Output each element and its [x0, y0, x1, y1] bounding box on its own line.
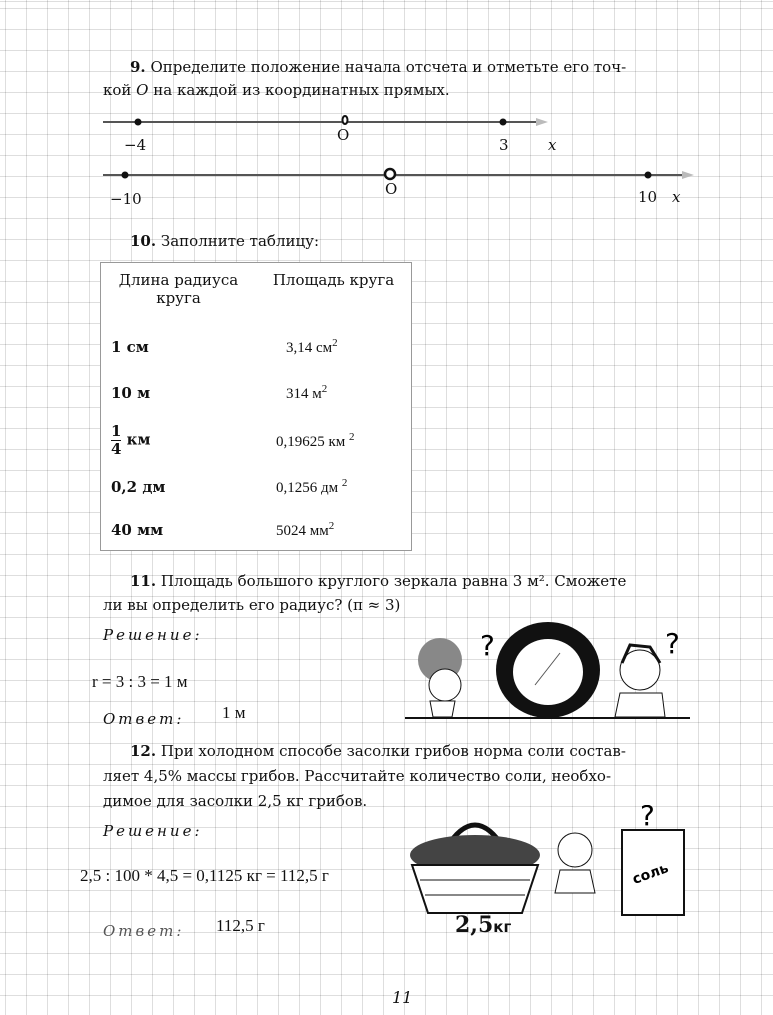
- task12-line2: ляет 4,5% массы грибов. Рассчитайте количество соли, необхо-: [103, 767, 612, 785]
- area-cell: [256, 325, 412, 370]
- text: 4: [111, 440, 122, 458]
- origin-point: [385, 169, 395, 179]
- circle-area-table: [100, 262, 412, 551]
- answer-text: 112,5 г: [216, 916, 265, 935]
- tick-label: −10: [110, 190, 142, 208]
- text: 2: [332, 337, 338, 349]
- arrow-icon: [682, 171, 694, 179]
- text: 5024 мм: [276, 522, 329, 539]
- text: 2: [349, 430, 355, 443]
- text: 0,19625 км: [276, 433, 350, 450]
- arrow-icon: [536, 118, 548, 126]
- point: [135, 119, 142, 126]
- text: 2,5: [455, 912, 494, 938]
- point: [500, 119, 507, 126]
- tick-label: 10: [638, 188, 658, 206]
- text: км: [126, 430, 151, 449]
- table-row: [101, 417, 412, 465]
- header-radius: Длина радиуса круга: [118, 271, 239, 307]
- radius-cell: 1 см: [111, 338, 149, 356]
- task10-heading: [130, 232, 319, 250]
- solution-text: r = 3 : 3 = 1 м: [92, 672, 188, 691]
- answer-label: Ответ:: [103, 922, 185, 940]
- table-row: [101, 465, 412, 510]
- text: 3,14 см: [286, 340, 333, 356]
- coordinate-line-1: [103, 116, 548, 126]
- tick-label: 3: [499, 136, 509, 154]
- tick-label: −4: [124, 136, 147, 154]
- task11-number: 11.: [130, 572, 157, 590]
- area-cell: [256, 370, 412, 417]
- task11-line1: [130, 572, 626, 590]
- task11-line2: ли вы определить его радиус? (π ≈ 3): [103, 596, 401, 614]
- salt-box-label: соль: [630, 860, 671, 888]
- header-area: Площадь круга: [272, 271, 395, 289]
- question-mark-icon: ?: [640, 805, 655, 832]
- radius-cell: 10 м: [111, 384, 151, 402]
- table-header: [101, 263, 412, 325]
- solution-label: Решение:: [103, 822, 203, 840]
- page-number: 11: [392, 988, 413, 1007]
- task12-line1: [130, 742, 626, 760]
- text: 1: [111, 422, 122, 440]
- answer-label: Ответ:: [103, 710, 185, 728]
- text: 2: [321, 383, 328, 395]
- task10-text: Заполните таблицу:: [160, 232, 319, 250]
- area-cell: [256, 510, 412, 551]
- mirror-illustration: [400, 615, 695, 725]
- point: [122, 172, 129, 179]
- text: O: [136, 81, 149, 99]
- point: [645, 172, 652, 179]
- text: кой: [103, 81, 137, 99]
- question-mark-icon: ?: [480, 629, 495, 662]
- solution-label: Решение:: [103, 626, 203, 644]
- answer-text: 1 м: [222, 703, 246, 722]
- text: кг: [493, 918, 512, 936]
- task9-number: 9.: [130, 58, 146, 76]
- text: 2: [341, 477, 348, 489]
- axis-label: x: [548, 136, 557, 154]
- radius-cell: 40 мм: [111, 520, 164, 539]
- task10-number: 10.: [130, 232, 157, 250]
- table-row: [101, 325, 412, 370]
- tick-label: O: [385, 180, 398, 198]
- radius-cell: [101, 417, 257, 465]
- text: При холодном способе засолки грибов норма соли состав-: [160, 742, 626, 760]
- axis-label: x: [672, 188, 681, 206]
- basket-weight-label: [455, 912, 511, 938]
- area-cell: [256, 417, 412, 465]
- task9-text: Определите положение начала отсчета и отметьте его точ-: [150, 58, 627, 76]
- coordinate-line-2: [103, 169, 694, 179]
- table-row: [101, 370, 412, 417]
- question-mark-icon: ?: [665, 627, 680, 660]
- text: 314 м: [286, 386, 322, 402]
- text: Площадь большого круглого зеркала равна 3 м². Сможете: [160, 572, 627, 590]
- mushroom-basket-illustration: [400, 805, 695, 920]
- area-cell: [256, 465, 412, 510]
- text: 2: [328, 519, 335, 532]
- text: 0,1256 дм: [276, 480, 342, 496]
- solution-text: 2,5 : 100 * 4,5 = 0,1125 кг = 112,5 г: [80, 866, 329, 885]
- table-row: [101, 510, 412, 551]
- task12-line3: димое для засолки 2,5 кг грибов.: [103, 792, 368, 810]
- text: на каждой из координатных прямых.: [148, 81, 450, 99]
- radius-cell: 0,2 дм: [111, 478, 166, 496]
- tick-label: O: [337, 126, 350, 144]
- task12-number: 12.: [130, 742, 157, 760]
- origin-point: [343, 116, 348, 124]
